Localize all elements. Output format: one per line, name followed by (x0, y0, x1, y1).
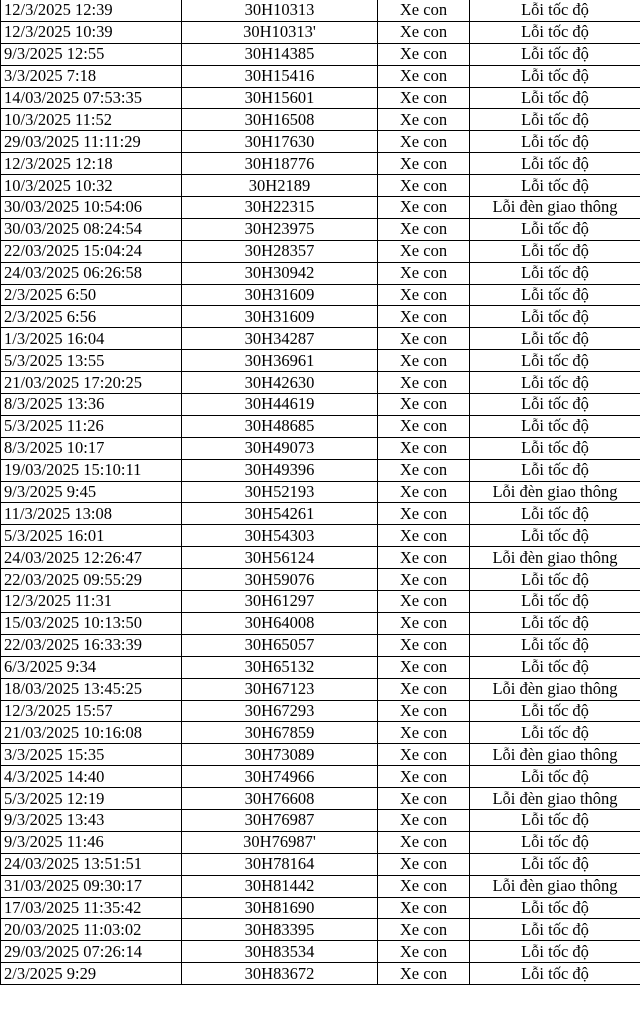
license-plate-cell: 30H67123 (182, 678, 378, 700)
vehicle-type-cell: Xe con (378, 809, 470, 831)
table-row (1, 437, 640, 459)
violation-type-cell: Lỗi tốc độ (470, 131, 640, 153)
violation-type-cell: Lỗi đèn giao thông (470, 481, 640, 503)
violation-time-cell: 21/03/2025 10:16:08 (1, 722, 182, 744)
violation-time-cell: 14/03/2025 07:53:35 (1, 87, 182, 109)
violation-type-cell: Lỗi tốc độ (470, 809, 640, 831)
violation-type-cell: Lỗi tốc độ (470, 306, 640, 328)
violation-type-cell: Lỗi tốc độ (470, 591, 640, 613)
violation-type-cell: Lỗi tốc độ (470, 415, 640, 437)
table-row (1, 109, 640, 131)
violation-type-cell: Lỗi tốc độ (470, 634, 640, 656)
vehicle-type-cell: Xe con (378, 700, 470, 722)
violation-type-cell: Lỗi đèn giao thông (470, 788, 640, 810)
table-row (1, 744, 640, 766)
vehicle-type-cell: Xe con (378, 43, 470, 65)
vehicle-type-cell: Xe con (378, 919, 470, 941)
vehicle-type-cell: Xe con (378, 722, 470, 744)
vehicle-type-cell: Xe con (378, 372, 470, 394)
violation-type-cell: Lỗi tốc độ (470, 853, 640, 875)
vehicle-type-cell: Xe con (378, 525, 470, 547)
license-plate-cell: 30H17630 (182, 131, 378, 153)
license-plate-cell: 30H2189 (182, 175, 378, 197)
violation-type-cell: Lỗi tốc độ (470, 175, 640, 197)
violation-time-cell: 22/03/2025 15:04:24 (1, 240, 182, 262)
license-plate-cell: 30H83534 (182, 941, 378, 963)
violation-time-cell: 20/03/2025 11:03:02 (1, 919, 182, 941)
table-row (1, 788, 640, 810)
table-row (1, 394, 640, 416)
license-plate-cell: 30H64008 (182, 612, 378, 634)
vehicle-type-cell: Xe con (378, 328, 470, 350)
violation-type-cell: Lỗi tốc độ (470, 919, 640, 941)
license-plate-cell: 30H10313 (182, 0, 378, 21)
violation-time-cell: 9/3/2025 11:46 (1, 831, 182, 853)
vehicle-type-cell: Xe con (378, 350, 470, 372)
violation-time-cell: 12/3/2025 11:31 (1, 591, 182, 613)
vehicle-type-cell: Xe con (378, 569, 470, 591)
vehicle-type-cell: Xe con (378, 481, 470, 503)
violation-time-cell: 18/03/2025 13:45:25 (1, 678, 182, 700)
vehicle-type-cell: Xe con (378, 853, 470, 875)
vehicle-type-cell: Xe con (378, 153, 470, 175)
violation-type-cell: Lỗi tốc độ (470, 525, 640, 547)
table-row (1, 809, 640, 831)
table-row (1, 350, 640, 372)
violation-time-cell: 29/03/2025 07:26:14 (1, 941, 182, 963)
violation-time-cell: 9/3/2025 9:45 (1, 481, 182, 503)
license-plate-cell: 30H52193 (182, 481, 378, 503)
license-plate-cell: 30H49396 (182, 459, 378, 481)
violation-type-cell: Lỗi tốc độ (470, 897, 640, 919)
violation-time-cell: 15/03/2025 10:13:50 (1, 612, 182, 634)
table-row (1, 897, 640, 919)
table-row (1, 153, 640, 175)
table-row (1, 284, 640, 306)
violation-type-cell: Lỗi tốc độ (470, 153, 640, 175)
vehicle-type-cell: Xe con (378, 875, 470, 897)
violation-time-cell: 12/3/2025 15:57 (1, 700, 182, 722)
vehicle-type-cell: Xe con (378, 634, 470, 656)
vehicle-type-cell: Xe con (378, 437, 470, 459)
license-plate-cell: 30H83672 (182, 963, 378, 985)
license-plate-cell: 30H18776 (182, 153, 378, 175)
table-row (1, 503, 640, 525)
violation-type-cell: Lỗi tốc độ (470, 503, 640, 525)
violation-type-cell: Lỗi tốc độ (470, 831, 640, 853)
violation-time-cell: 30/03/2025 08:24:54 (1, 218, 182, 240)
license-plate-cell: 30H65057 (182, 634, 378, 656)
violation-time-cell: 9/3/2025 13:43 (1, 809, 182, 831)
vehicle-type-cell: Xe con (378, 963, 470, 985)
table-row (1, 525, 640, 547)
table-row (1, 963, 640, 985)
violation-time-cell: 30/03/2025 10:54:06 (1, 197, 182, 219)
table-row (1, 941, 640, 963)
violation-time-cell: 2/3/2025 6:50 (1, 284, 182, 306)
violation-time-cell: 9/3/2025 12:55 (1, 43, 182, 65)
violation-time-cell: 11/3/2025 13:08 (1, 503, 182, 525)
table-row (1, 218, 640, 240)
license-plate-cell: 30H23975 (182, 218, 378, 240)
violation-time-cell: 5/3/2025 13:55 (1, 350, 182, 372)
table-row (1, 306, 640, 328)
violation-time-cell: 8/3/2025 10:17 (1, 437, 182, 459)
license-plate-cell: 30H14385 (182, 43, 378, 65)
violation-time-cell: 12/3/2025 10:39 (1, 21, 182, 43)
violation-type-cell: Lỗi đèn giao thông (470, 744, 640, 766)
table-row (1, 0, 640, 21)
violation-type-cell: Lỗi đèn giao thông (470, 197, 640, 219)
table-row (1, 678, 640, 700)
table-row (1, 853, 640, 875)
violation-type-cell: Lỗi tốc độ (470, 328, 640, 350)
violation-type-cell: Lỗi tốc độ (470, 569, 640, 591)
violation-time-cell: 24/03/2025 13:51:51 (1, 853, 182, 875)
table-row (1, 919, 640, 941)
license-plate-cell: 30H81442 (182, 875, 378, 897)
table-row (1, 87, 640, 109)
violation-type-cell: Lỗi tốc độ (470, 700, 640, 722)
table-row (1, 481, 640, 503)
violations-table-body (1, 0, 640, 985)
table-row (1, 372, 640, 394)
license-plate-cell: 30H78164 (182, 853, 378, 875)
table-row (1, 240, 640, 262)
vehicle-type-cell: Xe con (378, 831, 470, 853)
table-row (1, 700, 640, 722)
violation-type-cell: Lỗi tốc độ (470, 941, 640, 963)
table-row (1, 722, 640, 744)
violation-type-cell: Lỗi tốc độ (470, 437, 640, 459)
table-row (1, 65, 640, 87)
license-plate-cell: 30H31609 (182, 306, 378, 328)
violation-time-cell: 24/03/2025 12:26:47 (1, 547, 182, 569)
license-plate-cell: 30H15416 (182, 65, 378, 87)
license-plate-cell: 30H49073 (182, 437, 378, 459)
violation-time-cell: 17/03/2025 11:35:42 (1, 897, 182, 919)
vehicle-type-cell: Xe con (378, 788, 470, 810)
vehicle-type-cell: Xe con (378, 131, 470, 153)
vehicle-type-cell: Xe con (378, 109, 470, 131)
violation-type-cell: Lỗi tốc độ (470, 612, 640, 634)
vehicle-type-cell: Xe con (378, 262, 470, 284)
table-row (1, 43, 640, 65)
violation-type-cell: Lỗi đèn giao thông (470, 678, 640, 700)
violation-time-cell: 4/3/2025 14:40 (1, 766, 182, 788)
vehicle-type-cell: Xe con (378, 744, 470, 766)
vehicle-type-cell: Xe con (378, 941, 470, 963)
violation-type-cell: Lỗi tốc độ (470, 656, 640, 678)
violation-type-cell: Lỗi tốc độ (470, 43, 640, 65)
table-row (1, 262, 640, 284)
table-row (1, 459, 640, 481)
license-plate-cell: 30H65132 (182, 656, 378, 678)
violation-time-cell: 10/3/2025 10:32 (1, 175, 182, 197)
vehicle-type-cell: Xe con (378, 503, 470, 525)
violation-type-cell: Lỗi tốc độ (470, 240, 640, 262)
violation-time-cell: 5/3/2025 16:01 (1, 525, 182, 547)
vehicle-type-cell: Xe con (378, 415, 470, 437)
violation-time-cell: 21/03/2025 17:20:25 (1, 372, 182, 394)
violation-type-cell: Lỗi tốc độ (470, 722, 640, 744)
violation-type-cell: Lỗi tốc độ (470, 766, 640, 788)
vehicle-type-cell: Xe con (378, 218, 470, 240)
license-plate-cell: 30H42630 (182, 372, 378, 394)
vehicle-type-cell: Xe con (378, 547, 470, 569)
vehicle-type-cell: Xe con (378, 87, 470, 109)
license-plate-cell: 30H76987 (182, 809, 378, 831)
vehicle-type-cell: Xe con (378, 591, 470, 613)
vehicle-type-cell: Xe con (378, 897, 470, 919)
table-row (1, 175, 640, 197)
license-plate-cell: 30H67859 (182, 722, 378, 744)
license-plate-cell: 30H16508 (182, 109, 378, 131)
violation-type-cell: Lỗi tốc độ (470, 459, 640, 481)
table-row (1, 569, 640, 591)
license-plate-cell: 30H59076 (182, 569, 378, 591)
violation-time-cell: 2/3/2025 9:29 (1, 963, 182, 985)
violation-time-cell: 5/3/2025 11:26 (1, 415, 182, 437)
violation-type-cell: Lỗi đèn giao thông (470, 547, 640, 569)
violation-time-cell: 29/03/2025 11:11:29 (1, 131, 182, 153)
license-plate-cell: 30H44619 (182, 394, 378, 416)
violation-time-cell: 5/3/2025 12:19 (1, 788, 182, 810)
license-plate-cell: 30H54261 (182, 503, 378, 525)
table-row (1, 656, 640, 678)
violation-type-cell: Lỗi tốc độ (470, 21, 640, 43)
table-row (1, 21, 640, 43)
table-row (1, 131, 640, 153)
license-plate-cell: 30H54303 (182, 525, 378, 547)
violation-time-cell: 1/3/2025 16:04 (1, 328, 182, 350)
license-plate-cell: 30H22315 (182, 197, 378, 219)
violation-type-cell: Lỗi đèn giao thông (470, 875, 640, 897)
license-plate-cell: 30H73089 (182, 744, 378, 766)
license-plate-cell: 30H15601 (182, 87, 378, 109)
violation-time-cell: 19/03/2025 15:10:11 (1, 459, 182, 481)
violation-time-cell: 8/3/2025 13:36 (1, 394, 182, 416)
license-plate-cell: 30H81690 (182, 897, 378, 919)
license-plate-cell: 30H67293 (182, 700, 378, 722)
license-plate-cell: 30H34287 (182, 328, 378, 350)
vehicle-type-cell: Xe con (378, 284, 470, 306)
vehicle-type-cell: Xe con (378, 65, 470, 87)
table-row (1, 766, 640, 788)
license-plate-cell: 30H83395 (182, 919, 378, 941)
violation-time-cell: 31/03/2025 09:30:17 (1, 875, 182, 897)
vehicle-type-cell: Xe con (378, 678, 470, 700)
table-row (1, 415, 640, 437)
vehicle-type-cell: Xe con (378, 394, 470, 416)
violation-type-cell: Lỗi tốc độ (470, 65, 640, 87)
vehicle-type-cell: Xe con (378, 656, 470, 678)
violation-type-cell: Lỗi tốc độ (470, 963, 640, 985)
violation-type-cell: Lỗi tốc độ (470, 0, 640, 21)
vehicle-type-cell: Xe con (378, 306, 470, 328)
violation-type-cell: Lỗi tốc độ (470, 218, 640, 240)
table-row (1, 875, 640, 897)
violation-time-cell: 6/3/2025 9:34 (1, 656, 182, 678)
violation-time-cell: 2/3/2025 6:56 (1, 306, 182, 328)
violation-type-cell: Lỗi tốc độ (470, 394, 640, 416)
vehicle-type-cell: Xe con (378, 175, 470, 197)
license-plate-cell: 30H36961 (182, 350, 378, 372)
vehicle-type-cell: Xe con (378, 197, 470, 219)
license-plate-cell: 30H28357 (182, 240, 378, 262)
violation-type-cell: Lỗi tốc độ (470, 109, 640, 131)
vehicle-type-cell: Xe con (378, 0, 470, 21)
license-plate-cell: 30H76987' (182, 831, 378, 853)
license-plate-cell: 30H31609 (182, 284, 378, 306)
table-row (1, 612, 640, 634)
license-plate-cell: 30H48685 (182, 415, 378, 437)
table-row (1, 197, 640, 219)
violation-time-cell: 12/3/2025 12:39 (1, 0, 182, 21)
vehicle-type-cell: Xe con (378, 240, 470, 262)
license-plate-cell: 30H10313' (182, 21, 378, 43)
violation-time-cell: 24/03/2025 06:26:58 (1, 262, 182, 284)
vehicle-type-cell: Xe con (378, 21, 470, 43)
license-plate-cell: 30H74966 (182, 766, 378, 788)
vehicle-type-cell: Xe con (378, 612, 470, 634)
violation-type-cell: Lỗi tốc độ (470, 284, 640, 306)
license-plate-cell: 30H61297 (182, 591, 378, 613)
license-plate-cell: 30H76608 (182, 788, 378, 810)
violation-time-cell: 22/03/2025 09:55:29 (1, 569, 182, 591)
violation-type-cell: Lỗi tốc độ (470, 262, 640, 284)
table-row (1, 634, 640, 656)
violation-time-cell: 12/3/2025 12:18 (1, 153, 182, 175)
table-row (1, 591, 640, 613)
violation-type-cell: Lỗi tốc độ (470, 350, 640, 372)
license-plate-cell: 30H56124 (182, 547, 378, 569)
violation-time-cell: 3/3/2025 15:35 (1, 744, 182, 766)
violation-time-cell: 3/3/2025 7:18 (1, 65, 182, 87)
violation-time-cell: 22/03/2025 16:33:39 (1, 634, 182, 656)
table-row (1, 547, 640, 569)
table-row (1, 831, 640, 853)
license-plate-cell: 30H30942 (182, 262, 378, 284)
vehicle-type-cell: Xe con (378, 459, 470, 481)
table-row (1, 328, 640, 350)
violation-type-cell: Lỗi tốc độ (470, 87, 640, 109)
violation-time-cell: 10/3/2025 11:52 (1, 109, 182, 131)
violation-type-cell: Lỗi tốc độ (470, 372, 640, 394)
vehicle-type-cell: Xe con (378, 766, 470, 788)
